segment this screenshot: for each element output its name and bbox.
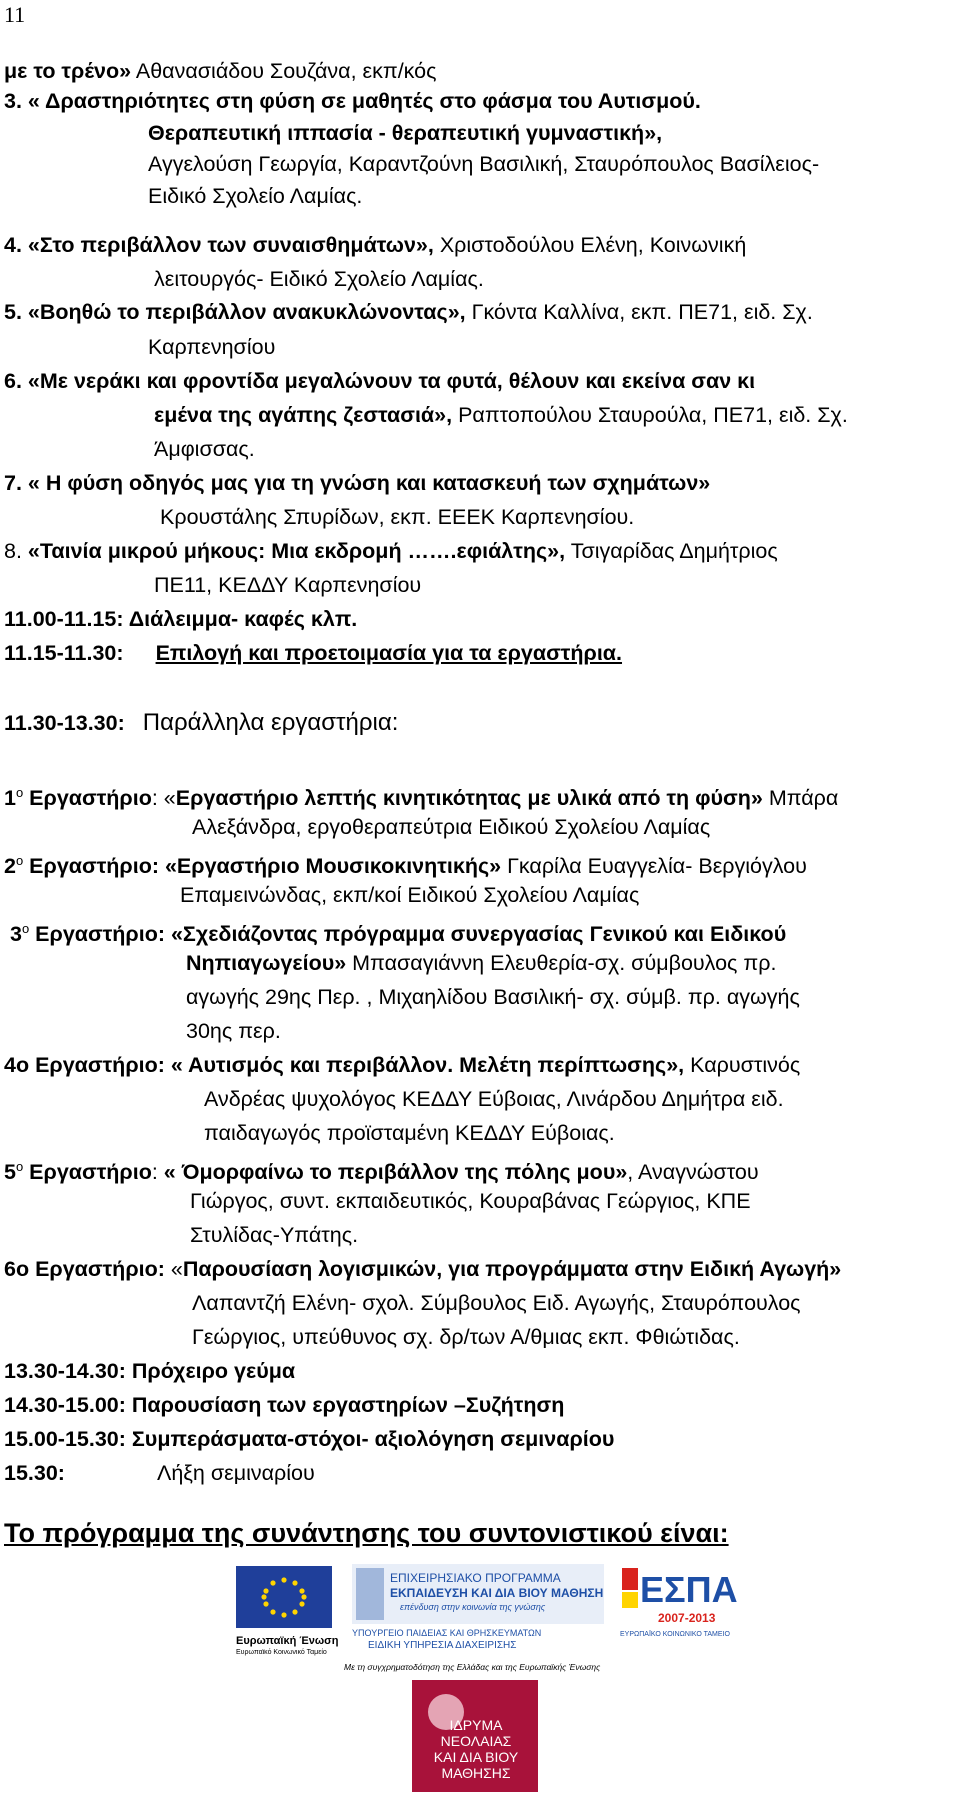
text-line: Στυλίδας-Υπάτης. (190, 1223, 359, 1247)
text-line: $1^o$ Εργαστήριο: «Εργαστήριο λεπτής κινητικότητας με υλικά από τη φύση» Μπάρα (4, 785, 839, 811)
text-line: 6ο Εργαστήριο: «Παρουσίαση λογισμικών, για προγράμματα στην Ειδική Αγωγή» (4, 1257, 842, 1281)
text-line: 4. «Στο περιβάλλον των συναισθημάτων», Χριστοδούλου Ελένη, Κοινωνική (4, 233, 747, 257)
eu-sub: Ευρωπαϊκό Κοινωνικό Ταμείο (236, 1649, 327, 1656)
cofund-note: Με τη συγχρηματοδότηση της Ελλάδας και της Ευρωπαϊκής Ένωσης (344, 1662, 601, 1672)
text-line: 8. «Ταινία μικρού μήκους: Μια εκδρομή …….εφιάλτης», Τσιγαρίδας Δημήτριος (4, 539, 778, 563)
svg-text:ΕΠΙΧΕΙΡΗΣΙΑΚΟ ΠΡΟΓΡΑΜΜΑ: ΕΠΙΧΕΙΡΗΣΙΑΚΟ ΠΡΟΓΡΑΜΜΑ (390, 1571, 561, 1585)
svg-text:επένδυση στην κοινωνία της γνώ: επένδυση στην κοινωνία της γνώσης (400, 1602, 546, 1612)
sponsor-logos (0, 1552, 960, 1792)
text-line: παιδαγωγός προϊσταμένη ΚΕΔΔΥ Εύβοιας. (204, 1121, 615, 1145)
closing-heading: Το πρόγραμμα της συνάντησης του συντονιστικού είναι: (4, 1518, 729, 1548)
svg-text:ΕΙΔΙΚΗ ΥΠΗΡΕΣΙΑ ΔΙΑΧΕΙΡΙΣΗΣ: ΕΙΔΙΚΗ ΥΠΗΡΕΣΙΑ ΔΙΑΧΕΙΡΙΣΗΣ (368, 1640, 517, 1651)
svg-text:ΥΠΟΥΡΓΕΙΟ ΠΑΙΔΕΙΑΣ ΚΑΙ ΘΡΗΣΚΕΥ: ΥΠΟΥΡΓΕΙΟ ΠΑΙΔΕΙΑΣ ΚΑΙ ΘΡΗΣΚΕΥΜΑΤΩΝ (352, 1628, 542, 1638)
text-line: λειτουργός- Ειδικό Σχολείο Λαμίας. (154, 267, 484, 291)
text-line: 5. «Βοηθώ το περιβάλλον ανακυκλώνοντας», Γκόντα Καλλίνα, εκπ. ΠΕ71, ειδ. Σχ. (4, 300, 813, 324)
text-line: εμένα της αγάπης ζεστασιά», Ραπτοπούλου Σταυρούλα, ΠΕ71, ειδ. Σχ. (154, 403, 848, 427)
svg-text:ΙΔΡΥΜΑ: ΙΔΡΥΜΑ (449, 1717, 503, 1733)
text-line: Γιώργος, συντ. εκπαιδευτικός, Κουραβάνας Γεώργιος, ΚΠΕ (190, 1189, 751, 1213)
text-line: 6. «Με νεράκι και φροντίδα μεγαλώνουν τα φυτά, θέλουν και εκείνα σαν κι (4, 369, 756, 393)
text-line: Αλεξάνδρα, εργοθεραπεύτρια Ειδικού Σχολείου Λαμίας (192, 815, 711, 839)
text-line: ΠΕ11, ΚΕΔΔΥ Καρπενησίου (154, 573, 422, 597)
text-line: 30ης περ. (186, 1019, 281, 1043)
program-logo (352, 1564, 604, 1651)
text-line: Ανδρέας ψυχολόγος ΚΕΔΔΥ Εύβοιας, Λινάρδου Δημήτρα ειδ. (204, 1087, 784, 1111)
page-number: 11 (4, 2, 26, 27)
text-line: 11.30-13.30: Παράλληλα εργαστήρια: (4, 709, 399, 736)
text-line: Γεώργιος, υπεύθυνος σχ. δρ/των Α/θμιας εκπ. Φθιώτιδας. (192, 1325, 740, 1349)
text-line: 14.30-15.00: Παρουσίαση των εργαστηρίων –Συζήτηση (4, 1393, 565, 1417)
text-line: 13.30-14.30: Πρόχειρο γεύμα (4, 1359, 296, 1383)
svg-text:ΕΥΡΩΠΑΪΚΟ ΚΟΙΝΩΝΙΚΟ ΤΑΜΕΙΟ: ΕΥΡΩΠΑΪΚΟ ΚΟΙΝΩΝΙΚΟ ΤΑΜΕΙΟ (620, 1631, 730, 1638)
text-line: Θεραπευτική ιππασία - θεραπευτική γυμναστική», (148, 121, 663, 145)
espa-logo (620, 1568, 738, 1638)
text-line: Νηπιαγωγείου» Μπασαγιάννη Ελευθερία-σχ. σύμβουλος πρ. (186, 951, 777, 975)
text-line: 11.00-11.15: Διάλειμμα- καφές κλπ. (4, 607, 358, 631)
text-line: $2^o$ Εργαστήριο: «Εργαστήριο Μουσικοκινητικής» Γκαρίλα Ευαγγελία- Βεργιόγλου (4, 853, 807, 879)
text-line: 4ο Εργαστήριο: « Αυτισμός και περιβάλλον. Μελέτη περίπτωσης», Καρυστινός (4, 1053, 801, 1077)
text-line: 3. « Δραστηριότητες στη φύση σε μαθητές στο φάσμα του Αυτισμού. (4, 89, 701, 113)
text-line: Λαπαντζή Ελένη- σχολ. Σύμβουλος Ειδ. Αγωγής, Σταυρόπουλος (192, 1291, 801, 1315)
text-line: Άμφισσας. (154, 437, 255, 461)
text-line: 11.15-11.30: Επιλογή και προετοιμασία για τα εργαστήρια. (4, 641, 623, 665)
text-line: Κρουστάλης Σπυρίδων, εκπ. ΕΕΕΚ Καρπενησίου. (160, 505, 635, 529)
eu-flag-logo (236, 1566, 339, 1656)
svg-text:ΕΣΠΑ: ΕΣΠΑ (640, 1569, 738, 1610)
eu-name: Ευρωπαϊκή Ένωση (236, 1635, 339, 1647)
text-line: Επαμεινώνδας, εκπ/κοί Ειδικού Σχολείου Λαμίας (180, 883, 640, 907)
text-line: 7. « Η φύση οδηγός μας για τη γνώση και κατασκευή των σχημάτων» (4, 471, 711, 495)
svg-text:ΜΑΘΗΣΗΣ: ΜΑΘΗΣΗΣ (441, 1765, 511, 1781)
text-line: Καρπενησίου (148, 335, 276, 359)
text-line: 15.00-15.30: Συμπεράσματα-στόχοι- αξιολόγηση σεμιναρίου (4, 1427, 615, 1451)
text-line: Αγγελούση Γεωργία, Καραντζούνη Βασιλική, Σταυρόπουλος Βασίλειος- (148, 152, 820, 176)
inedivim-logo (412, 1680, 538, 1792)
svg-text:2007-2013: 2007-2013 (658, 1611, 716, 1625)
text-line: 15.30: Λήξη σεμιναρίου (4, 1461, 315, 1485)
svg-text:ΕΚΠΑΙΔΕΥΣΗ ΚΑΙ ΔΙΑ ΒΙΟΥ ΜΑΘΗΣΗ: ΕΚΠΑΙΔΕΥΣΗ ΚΑΙ ΔΙΑ ΒΙΟΥ ΜΑΘΗΣΗ (390, 1586, 604, 1600)
svg-text:ΚΑΙ ΔΙΑ ΒΙΟΥ: ΚΑΙ ΔΙΑ ΒΙΟΥ (433, 1749, 519, 1765)
text-line: αγωγής 29ης Περ. , Μιχαηλίδου Βασιλική- σχ. σύμβ. πρ. αγωγής (186, 985, 800, 1009)
svg-text:ΝΕΟΛΑΙΑΣ: ΝΕΟΛΑΙΑΣ (440, 1733, 512, 1749)
text-line: $3^o$ Εργαστήριο: «Σχεδιάζοντας πρόγραμμα συνεργασίας Γενικού και Ειδικού (10, 921, 787, 947)
text-line: με το τρένο» Αθανασιάδου Σουζάνα, εκπ/κός (4, 59, 437, 83)
text-line: $5^o$ Εργαστήριο: « Όμορφαίνω το περιβάλλον της πόλης μου», Αναγνώστου (4, 1159, 759, 1185)
text-line: Ειδικό Σχολείο Λαμίας. (148, 184, 363, 208)
